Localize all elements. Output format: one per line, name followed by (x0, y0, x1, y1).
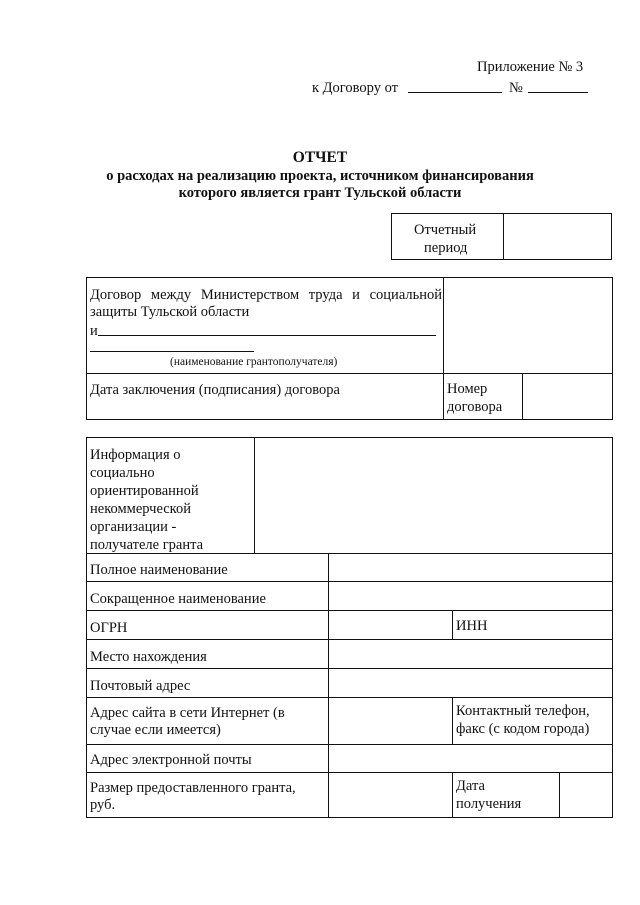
period-divider (503, 213, 504, 260)
contract-date-blank (408, 92, 502, 93)
period-label-line2: период (424, 240, 468, 256)
short-name-label: Сокращенное наименование (90, 591, 266, 607)
contract-col-divider (443, 277, 444, 420)
report-subtitle-line2: которого является грант Тульской области (178, 185, 462, 201)
recipient-name-blank (98, 335, 436, 336)
row-divider-6 (86, 697, 613, 698)
org-info-label (90, 446, 203, 554)
postal-label: Почтовый адрес (90, 678, 191, 694)
postal-value-cell[interactable] (330, 670, 611, 696)
org-info-line: Информация о (90, 447, 181, 463)
email-value-cell[interactable] (330, 746, 611, 771)
row-divider-5 (86, 668, 613, 669)
org-info-value-cell[interactable] (256, 439, 611, 551)
org-info-line: некоммерческой (90, 501, 191, 517)
ogrn-label: ОГРН (90, 620, 128, 636)
org-info-line: социально (90, 465, 155, 481)
website-value-cell[interactable] (330, 699, 450, 743)
number-sign: № (509, 80, 523, 96)
period-value-cell[interactable] (505, 215, 610, 258)
contract-date-label: Дата заключения (подписания) договора (90, 382, 340, 398)
label-col-divider (328, 553, 329, 818)
website-label-line2: случае если имеется) (90, 722, 221, 738)
period-label-line1: Отчетный (414, 222, 477, 238)
org-info-line: ориентированной (90, 483, 199, 499)
appendix-label: Приложение № 3 (477, 59, 584, 75)
report-title: ОТЧЕТ (292, 149, 348, 166)
contract-number-label-line1: Номер (447, 381, 488, 397)
full-name-value-cell[interactable] (330, 555, 611, 580)
recipient-caption: (наименование грантополучателя) (170, 356, 338, 368)
grant-value-cell[interactable] (330, 774, 450, 817)
row-divider-4 (86, 639, 613, 640)
email-label: Адрес электронной почты (90, 752, 252, 768)
row-divider-2 (86, 581, 613, 582)
inn-divider (452, 610, 453, 639)
location-label: Место нахождения (90, 649, 207, 665)
report-subtitle-line1: о расходах на реализацию проекта, источником финансирования (106, 168, 534, 184)
row-divider-3 (86, 610, 613, 611)
website-label-line1: Адрес сайта в сети Интернет (в (90, 705, 285, 721)
org-info-line: получателе гранта (90, 537, 204, 553)
contract-between-text: Договор между Министерством труда и социальной защиты Тульской области (90, 287, 442, 320)
grant-label-line2: руб. (90, 797, 116, 813)
contract-from-label: к Договору от (312, 80, 398, 96)
contract-number-blank (528, 92, 588, 93)
receipt-date-label-line2: получения (456, 796, 522, 812)
date-value-divider (559, 772, 560, 818)
ogrn-value-cell[interactable] (330, 612, 450, 638)
receipt-date-value-cell[interactable] (561, 774, 611, 817)
info-col-divider (254, 437, 255, 553)
phone-divider (452, 697, 453, 744)
recipient-name-blank-2 (90, 351, 254, 352)
phone-label-line2: факс (с кодом города) (456, 721, 590, 737)
full-name-label: Полное наименование (90, 562, 228, 578)
contract-row-divider (86, 373, 613, 374)
location-value-cell[interactable] (330, 641, 611, 667)
inn-label: ИНН (456, 618, 488, 634)
date-divider (452, 772, 453, 818)
contract-number-label-line2: договора (447, 399, 503, 415)
receipt-date-label-line1: Дата (456, 778, 485, 794)
short-name-value-cell[interactable] (330, 583, 611, 609)
grant-label-line1: Размер предоставленного гранта, (90, 780, 296, 796)
org-info-line: организации - (90, 519, 177, 535)
contract-number-divider (522, 373, 523, 420)
contract-and-label: и (90, 323, 98, 339)
phone-label-line1: Контактный телефон, (456, 703, 590, 719)
row-divider-7 (86, 744, 613, 745)
row-divider-8 (86, 772, 613, 773)
